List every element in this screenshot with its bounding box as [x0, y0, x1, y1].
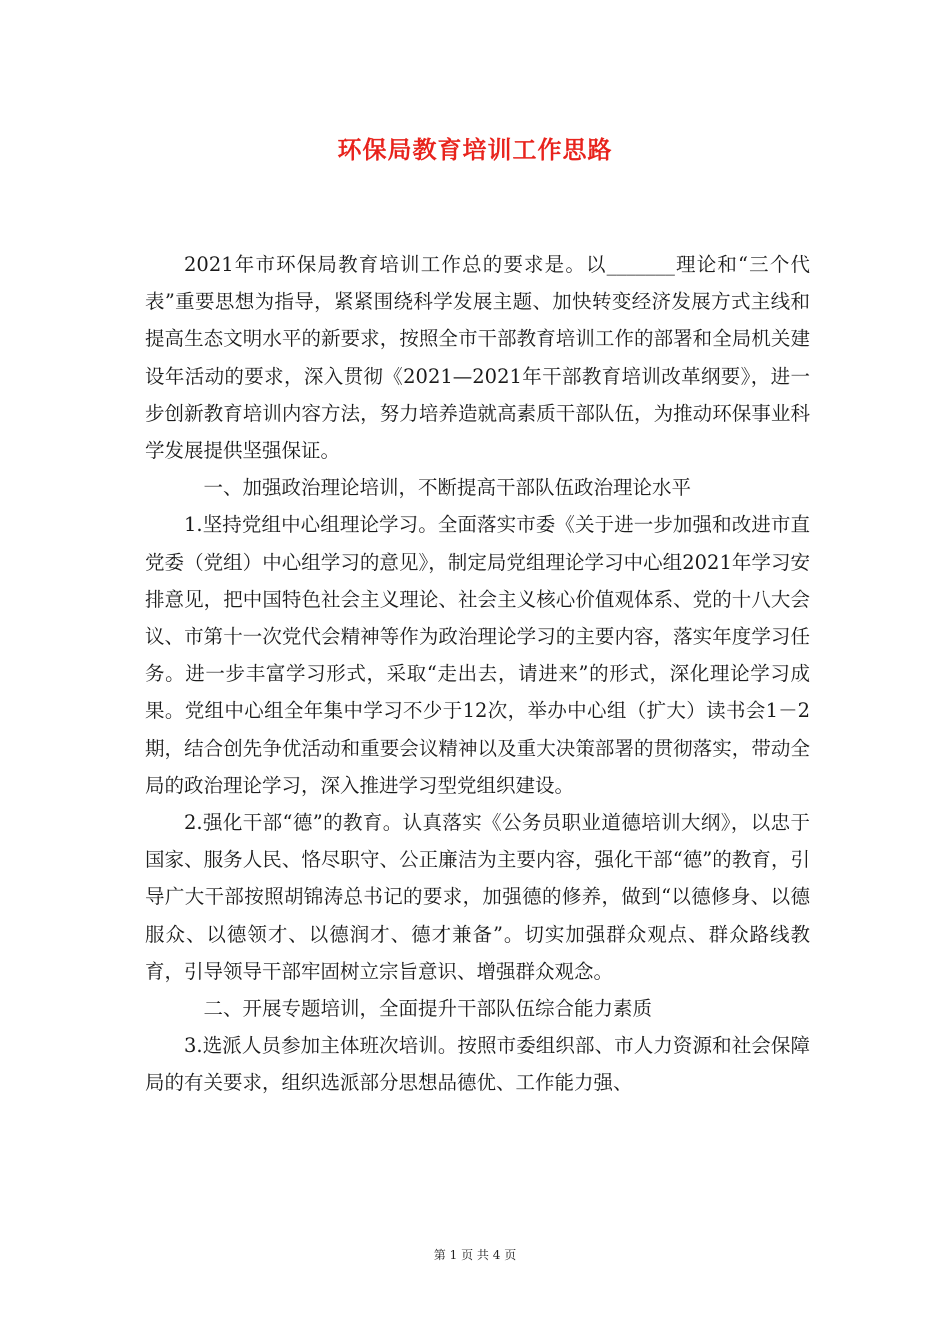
paragraph-intro: 2021年市环保局教育培训工作总的要求是。以_______理论和“三个代表”重要思想为指导，紧紧围绕科学发展主题、加快转变经济发展方式主线和提高生态文明水平的新要求，按照全市干部教育培训工作的部署和全局机关建设年活动的要求，深入贯彻《2021—2021年干部教育培训改革纲要》，进一步创新教育培训内容方法，努力培养造就高素质干部队伍，为推动环保事业科学发展提供坚强保证。: [145, 253, 810, 463]
document-title: 环保局教育培训工作思路: [337, 136, 613, 164]
paragraph-item-2: 2.强化干部“德”的教育。认真落实《公务员职业道德培训大纲》，以忠于国家、服务人民、恪尽职守、公正廉洁为主要内容，强化干部“德”的教育，引导广大干部按照胡锦涛总书记的要求，加强德的修养，做到“以德修身、以德服众、以德领才、以德润才、德才兼备”。切实加强群众观点、群众路线教育，引导领导干部牢固树立宗旨意识、增强群众观念。: [145, 811, 810, 983]
paragraph-item-1: 1.坚持党组中心组理论学习。全面落实市委《关于进一步加强和改进市直党委（党组）中心组学习的意见》，制定局党组理论学习中心组2021年学习安排意见，把中国特色社会主义理论、社会主义核心价值观体系、党的十八大会议、市第十一次党代会精神等作为政治理论学习的主要内容，落实年度学习任务。进一步丰富学习形式，采取“走出去，请进来”的形式，深化理论学习成果。党组中心组全年集中学习不少于12次，举办中心组（扩大）读书会1－2期，结合创先争优活动和重要会议精神以及重大决策部署的贯彻落实，带动全局的政治理论学习，深入推进学习型党组织建设。: [145, 513, 810, 797]
footer-total-pages: 4: [492, 1248, 501, 1262]
section-heading-2: 二、开展专题培训，全面提升干部队伍综合能力素质: [203, 997, 653, 1021]
footer-page-number: 1: [449, 1248, 458, 1262]
footer-prefix: 第: [433, 1248, 446, 1262]
footer-suffix: 页: [504, 1248, 517, 1262]
page-footer: [0, 1247, 950, 1263]
footer-middle: 页 共: [461, 1248, 489, 1262]
paragraph-item-3: 3.选派人员参加主体班次培训。按照市委组织部、市人力资源和社会保障局的有关要求，组织选派部分思想品德优、工作能力强、: [145, 1034, 810, 1095]
document-body: [145, 246, 810, 1102]
section-heading-1: 一、加强政治理论培训，不断提高干部队伍政治理论水平: [203, 476, 692, 500]
